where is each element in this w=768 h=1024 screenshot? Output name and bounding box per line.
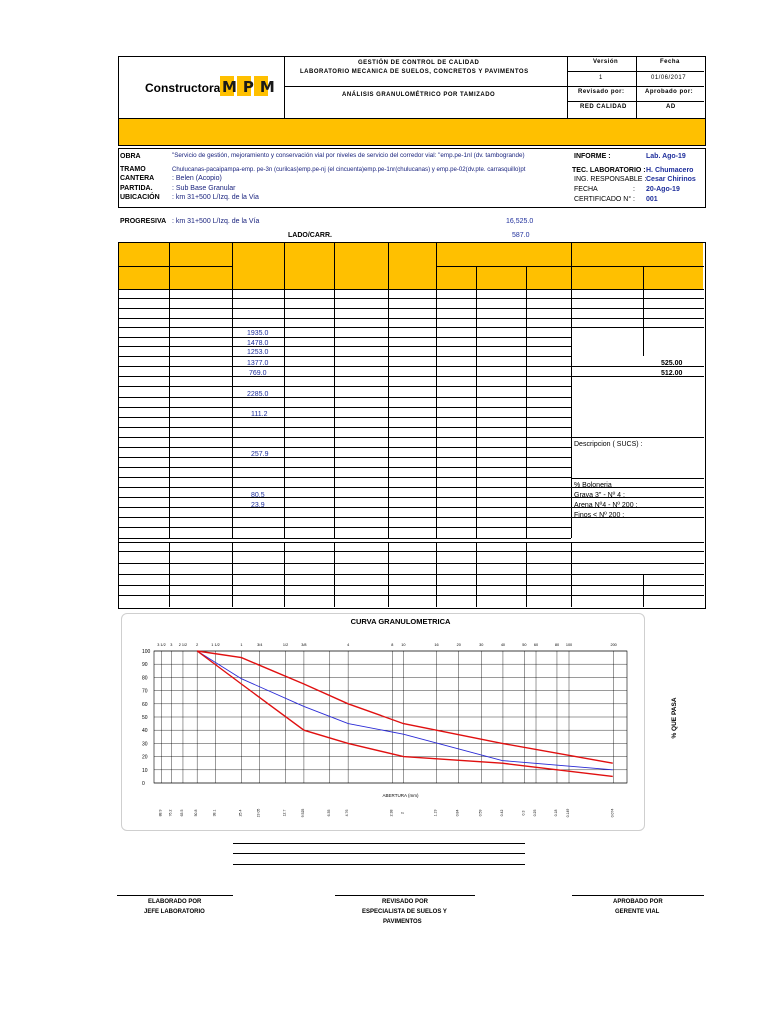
sig-revisado: REVISADO POR	[382, 899, 429, 905]
sieve-label: 200	[610, 643, 617, 647]
sieve-label: 1/2	[282, 643, 289, 647]
signature-line-elaborado	[117, 895, 233, 896]
y-tick-label: 10	[142, 767, 148, 774]
sig-pavimentos: PAVIMENTOS	[383, 919, 422, 925]
lado-label: LADO/CARR.	[288, 232, 332, 239]
tramo-label: TRAMO	[120, 166, 146, 173]
sig-aprobado: APROBADO POR	[613, 899, 663, 905]
cell-value: 769.0	[249, 370, 267, 377]
table-rule	[119, 574, 704, 575]
sieve-label: 3	[170, 643, 173, 647]
y-tick-label: 100	[142, 649, 151, 655]
table-rule	[169, 242, 170, 538]
table-rule	[119, 327, 571, 328]
sieve-label: 2 1/2	[178, 643, 188, 647]
table-rule	[119, 376, 571, 377]
table-rule	[572, 366, 704, 367]
table-rule	[119, 346, 571, 347]
tec-label: TEC. LABORATORIO :	[572, 167, 646, 174]
sieve-label: 100	[565, 643, 573, 647]
sig-gerente: GERENTE VIAL	[615, 909, 660, 915]
table-rule	[119, 427, 571, 428]
opening-label: 4.76	[345, 809, 350, 817]
table-rule	[119, 417, 571, 418]
table-rule	[169, 542, 170, 607]
version-value: 1	[599, 75, 603, 81]
informe-label: INFORME :	[574, 153, 611, 160]
opening-label: 38.1	[212, 809, 217, 817]
sieve-label: 1 1/2	[211, 643, 220, 647]
version-label: Versión	[593, 59, 619, 65]
table-rule	[334, 542, 335, 607]
table-rule	[572, 318, 704, 319]
cell-value: 111.2	[251, 411, 268, 418]
progresiva-value: : km 31+500 L/Izq. de la Vía	[172, 218, 260, 225]
sig-especialista: ESPECIALISTA DE SUELOS Y	[362, 909, 447, 915]
table-rule	[119, 538, 571, 539]
doc-title-1: GESTIÓN DE CONTROL DE CALIDAD	[358, 60, 480, 66]
table-rule	[119, 542, 704, 543]
cantera-label: CANTERA	[120, 175, 155, 182]
table-rule	[119, 487, 571, 488]
reviewed-label: Revisado por:	[578, 89, 625, 95]
table-rule	[388, 542, 389, 607]
y-tick-label: 90	[142, 662, 148, 669]
y-axis-label: % QUE PASA	[671, 697, 678, 739]
cell-value: 257.9	[251, 451, 269, 458]
opening-label: 0.59	[478, 809, 483, 817]
cell-value: 1935.0	[247, 330, 269, 337]
table-rule	[119, 337, 571, 338]
progresiva-number: 16,525.0	[506, 218, 534, 225]
sieve-label: 20	[456, 643, 461, 647]
obra-label: OBRA	[120, 153, 141, 160]
cert-colon: :	[633, 196, 635, 203]
table-rule	[119, 585, 704, 586]
sieve-label: 16	[434, 643, 439, 647]
partida-label: PARTIDA.	[120, 185, 153, 192]
table-rule	[643, 266, 644, 356]
date-value: 01/06/2017	[651, 75, 687, 81]
fecha-colon: :	[633, 186, 635, 193]
tramo-value: Chulucanas-pacaipampa-emp. pe-3n (curilcas)emp.pe-nj (el cincuenta)emp.pe-1nr(chulucanas) y emp.pe-02(dv.pte. carrasquillo)pt	[172, 166, 526, 173]
opening-label: 63.5	[179, 809, 184, 817]
cell-value: 80.5	[251, 492, 265, 499]
table-rule	[119, 497, 571, 498]
signature-line-aprobado	[572, 895, 704, 896]
tec-value: H. Chumacero	[646, 167, 694, 174]
ing-label: ING. RESPONSABLE :	[574, 176, 647, 183]
opening-label: 1.19	[433, 809, 438, 817]
ubicacion-value: : km 31+500 L/Izq. de la Via	[172, 194, 259, 201]
table-rule	[119, 551, 704, 552]
opening-label: 0.074	[610, 808, 615, 818]
table-rule	[119, 289, 571, 290]
opening-label: 25.4	[238, 809, 243, 817]
table-rule	[119, 318, 571, 319]
table-rule	[572, 327, 704, 328]
side-value: 512.00	[661, 370, 683, 377]
sig-elaborado: ELABORADO POR	[148, 899, 202, 905]
table-rule	[643, 574, 644, 607]
table-rule	[436, 542, 437, 607]
y-tick-label: 40	[142, 728, 148, 735]
company-logo	[220, 76, 281, 96]
opening-label: 0.25	[533, 809, 538, 817]
arena-label: Arena Nº4 - Nº 200 :	[574, 502, 638, 509]
y-tick-label: 70	[142, 688, 148, 695]
lado-number: 587.0	[512, 232, 530, 239]
sieve-label: 3/8	[301, 643, 307, 647]
cantera-value: : Belen (Acopio)	[172, 175, 222, 182]
sieve-label: 10	[401, 643, 406, 647]
sieve-label: 4	[347, 643, 350, 647]
table-rule	[119, 477, 571, 478]
ubicacion-label: UBICACIÓN	[120, 194, 160, 201]
title-band	[118, 118, 706, 146]
x-axis-label: ABERTURA (mm)	[382, 793, 419, 798]
table-rule	[232, 242, 233, 538]
opening-label: 12.7	[282, 809, 287, 817]
y-tick-label: 50	[142, 715, 148, 721]
cell-value: 1478.0	[247, 340, 269, 347]
sieve-label: 50	[522, 643, 527, 647]
table-rule	[572, 298, 704, 299]
table-rule	[119, 407, 571, 408]
opening-label: 6.35	[326, 809, 331, 817]
y-tick-label: 80	[142, 675, 148, 682]
cell-value: 1377.0	[247, 360, 269, 367]
table-rule	[388, 242, 389, 538]
table-rule	[572, 376, 704, 377]
table-rule	[572, 308, 704, 309]
table-rule	[334, 242, 335, 538]
y-tick-label: 20	[142, 754, 148, 761]
table-rule	[119, 527, 571, 528]
informe-value: Lab. Ago-19	[646, 153, 686, 160]
boloneria-label: % Boloneria	[574, 482, 612, 489]
doc-title-3: ANÁLISIS GRANULOMÉTRICO POR TAMIZADO	[342, 92, 496, 98]
table-rule	[119, 457, 571, 458]
company-name: Constructora	[145, 81, 221, 95]
table-rule	[436, 242, 437, 538]
obra-value: "Servicio de gestión, mejoramiento y conservación vial por niveles de servicio del corredor vial: "emp.pe-1nl (dv. tambogrande)	[172, 152, 525, 159]
sieve-label: 8	[391, 643, 394, 647]
table-rule	[119, 447, 571, 448]
y-tick-label: 0	[142, 781, 145, 787]
opening-label: 76.2	[168, 809, 173, 817]
opening-label: 9.525	[300, 808, 305, 818]
approved-value: AD	[666, 104, 676, 110]
opening-label: 0.84	[455, 809, 460, 817]
table-rule	[119, 266, 233, 267]
table-rule	[644, 478, 704, 479]
table-rule	[119, 467, 571, 468]
table-rule	[119, 356, 571, 357]
table-rule	[119, 298, 571, 299]
table-rule	[233, 447, 285, 448]
chart-title: CURVA GRANULOMETRICA	[350, 617, 451, 626]
table-rule	[119, 563, 704, 564]
grava-label: Grava 3" - Nº 4 :	[574, 492, 625, 499]
table-rule	[119, 386, 571, 387]
opening-label: 0.18	[553, 809, 558, 817]
opening-label: 88.9	[158, 809, 163, 817]
table-rule	[232, 542, 233, 607]
opening-label: 19.05	[256, 808, 261, 818]
table-rule	[119, 366, 571, 367]
table-rule	[571, 542, 572, 607]
table-rule	[476, 542, 477, 607]
logo-text: MPM	[222, 78, 281, 96]
cert-label: CERTIFICADO N°	[574, 196, 632, 203]
table-rule	[572, 437, 704, 438]
sieve-label: 80	[554, 643, 560, 647]
table-rule	[526, 542, 527, 607]
sieve-label: 30	[479, 643, 484, 647]
approved-label: Aprobado por:	[645, 89, 694, 95]
table-rule	[119, 595, 704, 596]
table-rule	[572, 289, 704, 290]
finos-label: Finos < Nº 200 :	[574, 512, 625, 519]
table-rule	[119, 308, 571, 309]
granulometric-chart	[121, 613, 678, 831]
sieve-label: 40	[500, 643, 506, 647]
progresiva-label: PROGRESIVA	[120, 218, 167, 225]
sieve-label: 2	[196, 643, 199, 647]
table-rule	[119, 507, 571, 508]
table-rule	[571, 242, 572, 538]
fecha-value: 20-Ago-19	[646, 186, 680, 193]
table-rule	[284, 242, 285, 538]
opening-label: 2.38	[389, 809, 394, 817]
opening-label: 0.3	[521, 810, 526, 816]
date-label: Fecha	[660, 59, 680, 65]
sig-jefe: JEFE LABORATORIO	[144, 909, 205, 915]
opening-label: 0.42	[499, 809, 504, 817]
sieve-label: 1	[240, 643, 243, 647]
table-rule	[119, 437, 571, 438]
y-tick-label: 60	[142, 701, 148, 708]
opening-label: 50.8	[194, 809, 199, 817]
cell-value: 23.9	[251, 502, 265, 509]
fecha-label: FECHA	[574, 186, 598, 193]
signature-line-revisado	[335, 895, 475, 896]
cert-value: 001	[646, 196, 658, 203]
descripcion-label: Descripcion ( SUCS) :	[574, 441, 643, 448]
reviewed-value: RED CALIDAD	[580, 104, 627, 110]
partida-value: : Sub Base Granular	[172, 185, 236, 192]
sieve-label: 3 1/2	[157, 643, 166, 647]
side-value: 525.00	[661, 360, 683, 367]
ing-value: Cesar Chirinos	[646, 176, 696, 183]
table-rule	[119, 517, 571, 518]
table-rule	[284, 542, 285, 607]
y-tick-label: 30	[142, 741, 148, 748]
table-rule	[119, 397, 571, 398]
cell-value: 2285.0	[247, 391, 269, 398]
opening-label: 2	[400, 812, 405, 814]
sieve-label: 3/4	[257, 643, 263, 647]
table-rule	[233, 407, 285, 408]
cell-value: 1253.0	[247, 349, 269, 356]
opening-label: 0.149	[566, 808, 571, 818]
sieve-label: 60	[533, 643, 539, 647]
doc-title-2: LABORATORIO MECANICA DE SUELOS, CONCRETOS Y PAVIMENTOS	[300, 69, 529, 75]
